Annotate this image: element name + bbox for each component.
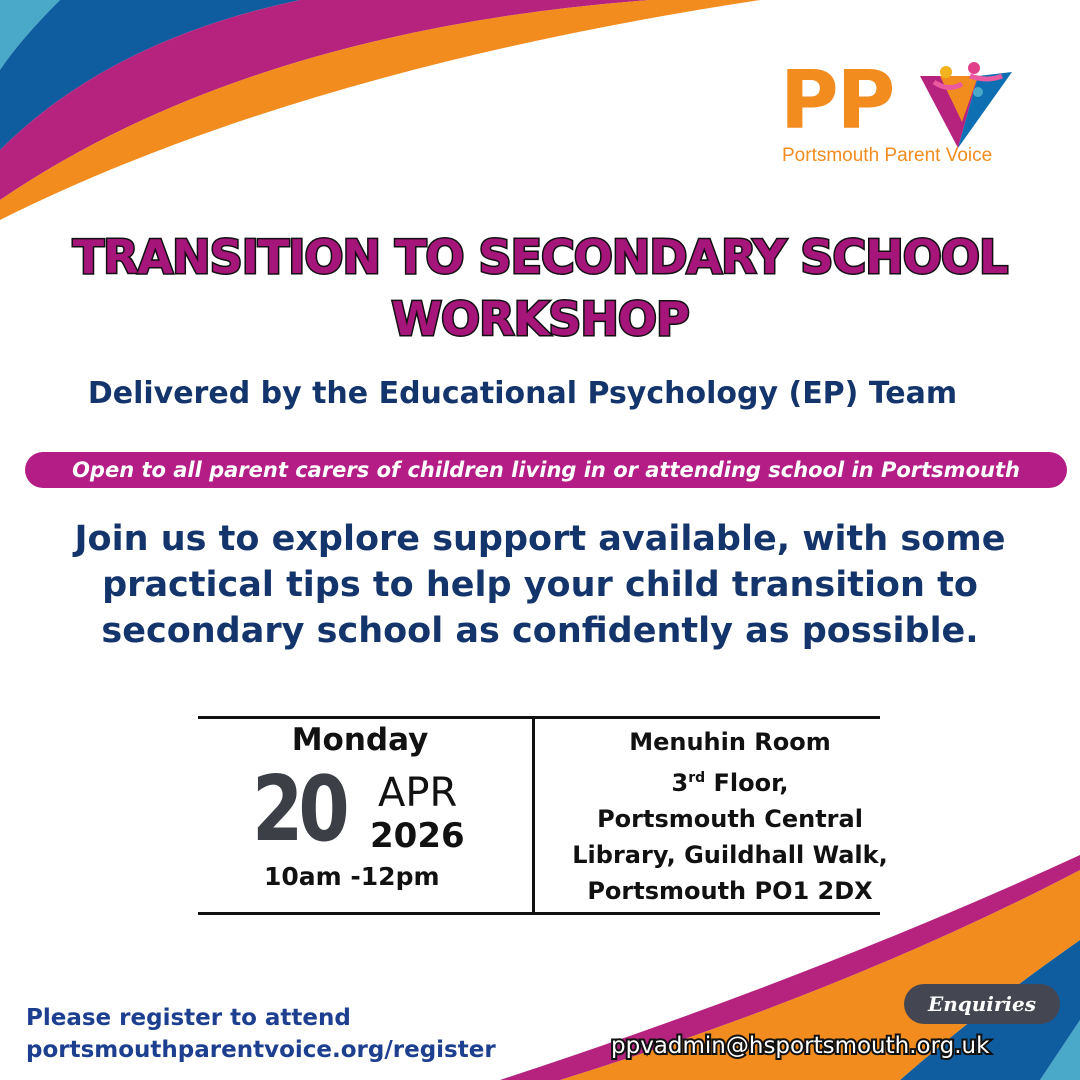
table-top-rule [198,716,880,719]
venue-building: Portsmouth Central [597,805,863,833]
logo-letters: PP [780,54,894,147]
register-info [26,1002,496,1066]
venue-street: Library, Guildhall Walk, [572,841,888,869]
table-divider [532,718,535,914]
ppv-logo [780,56,1020,176]
logo-subtitle: Portsmouth Parent Voice [782,145,993,166]
venue-postcode: Portsmouth PO1 2DX [587,877,873,905]
logo-v-figures-icon [918,62,1014,150]
event-day: Monday [291,722,429,758]
register-label: Please register to attend [26,1005,351,1031]
page-title [0,226,1080,350]
event-time: 10am -12pm [264,862,440,891]
venue-floor: 3rd Floor, [671,769,789,797]
audience-banner: Open to all parent carers of children living in or attending school in Portsmouth [25,452,1067,488]
event-venue [548,724,912,909]
delivered-by-subtitle: Delivered by the Educational Psychology (EP) Team [87,376,958,411]
register-link[interactable]: portsmouthparentvoice.org/register [26,1037,496,1063]
venue-room: Menuhin Room [629,728,831,756]
enquiries-email-link[interactable]: ppvadmin@hsportsmouth.org.uk [611,1033,990,1059]
event-year: 2026 [370,816,465,856]
intro-text: Join us to explore support available, with some practical tips to help your child transition to secondary school as confidently as possible. [74,519,1006,651]
event-date-number: 20 [252,757,345,862]
event-month: APR [378,770,458,816]
title-line-2: WORKSHOP [391,292,689,346]
enquiries-label: Enquiries [904,984,1060,1024]
title-line-1: TRANSITION TO SECONDARY SCHOOL [72,230,1008,284]
table-bottom-rule [198,912,880,915]
